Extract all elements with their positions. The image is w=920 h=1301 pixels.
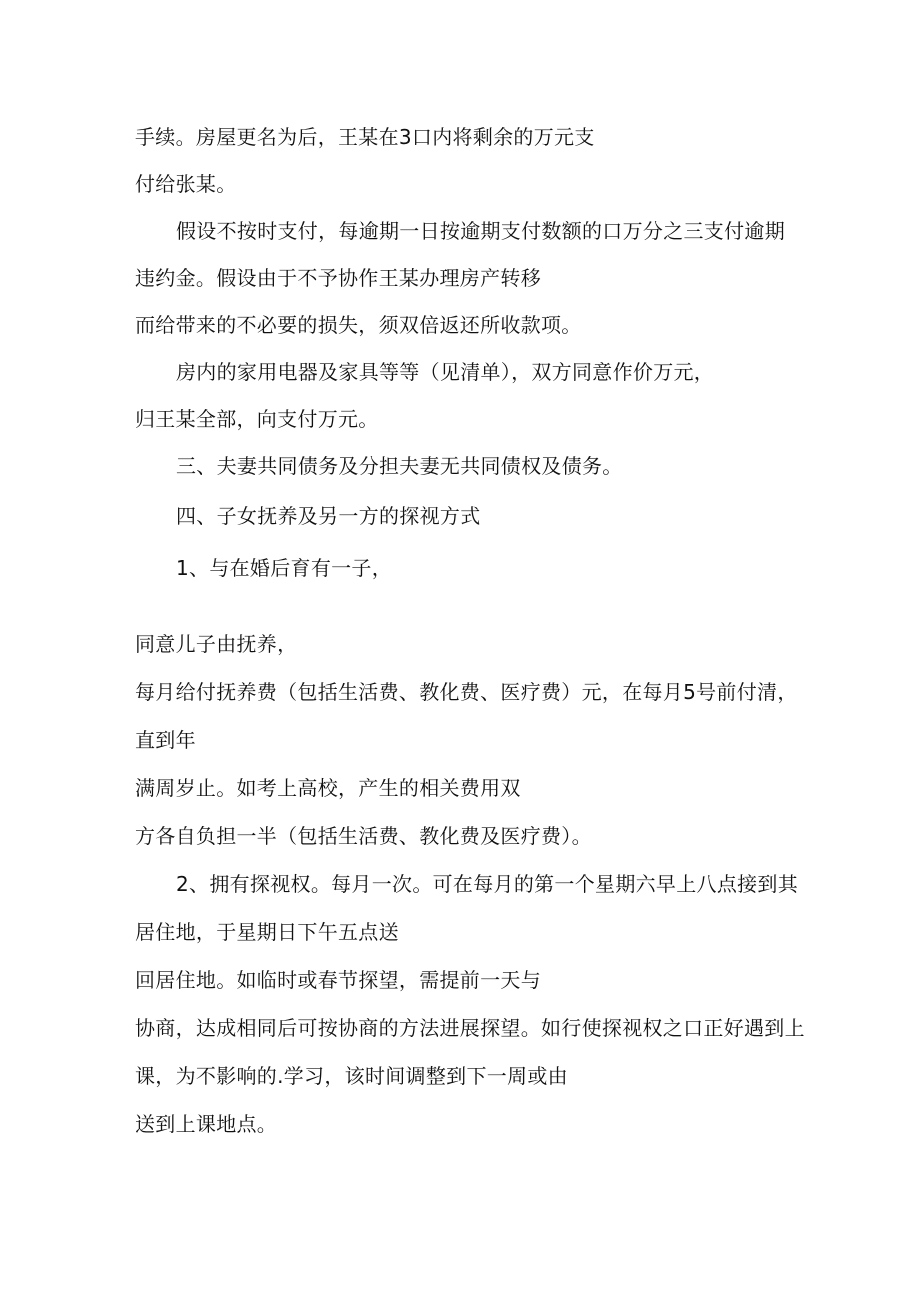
section-heading: 四、子女抚养及另一方的探视方式 [176,504,481,528]
paragraph-line: 房内的家用电器及家具等等（见清单），双方同意作价万元， [176,360,715,384]
paragraph-line: 方各自负担一半（包括生活费、教化费及医疗费）。 [135,824,592,848]
paragraph-line: 归王某全部，向支付万元。 [135,407,379,431]
paragraph-line: 送到上课地点。 [135,1112,278,1136]
paragraph-line: 协商，达成相同后可按协商的方法进展探望。如行使探视权之口正好遇到上 [135,1016,805,1040]
section-heading: 三、夫妻共同债务及分担夫妻无共同债权及债务。 [176,454,623,478]
paragraph-line: 每月给付抚养费（包括生活费、教化费、医疗费）元，在每月5号前付清， [135,680,798,704]
paragraph-line: 2、拥有探视权。每月一次。可在每月的第一个星期六早上八点接到其 [176,872,799,896]
paragraph-line: 付给张某。 [135,172,237,196]
paragraph-line: 1、与在婚后育有一子， [176,556,393,580]
paragraph-line: 回居住地。如临时或春节探望，需提前一天与 [135,968,541,992]
paragraph-line: 课，为不影响的.学习，该时间调整到下一周或由 [135,1064,568,1088]
paragraph-line: 居住地，于星期日下午五点送 [135,920,399,944]
paragraph-line: 满周岁止。如考上高校，产生的相关费用双 [135,776,521,800]
paragraph-line: 同意儿子由抚养， [135,632,298,656]
paragraph-line: 违约金。假设由于不予协作王某办理房产转移 [135,266,541,290]
paragraph-line: 而给带来的不必要的损失，须双倍返还所收款项。 [135,313,582,337]
paragraph-line: 手续。房屋更名为后，王某在3口内将剩余的万元支 [135,125,595,149]
paragraph-line: 假设不按时支付，每逾期一日按逾期支付数额的口万分之三支付逾期 [176,219,785,243]
paragraph-line: 直到年 [135,728,196,752]
